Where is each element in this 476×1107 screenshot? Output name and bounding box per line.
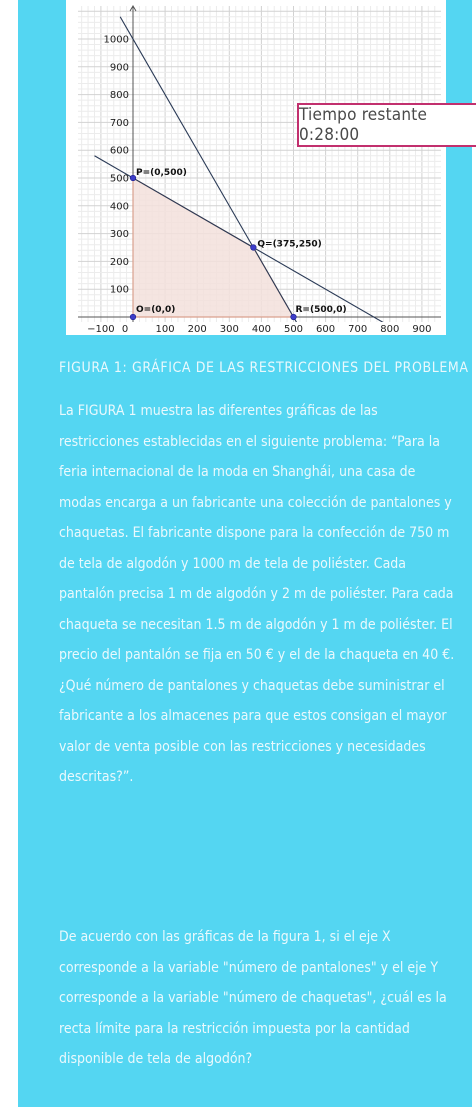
y-tick-label: 400 bbox=[109, 201, 129, 213]
x-tick-label: −100 bbox=[87, 324, 115, 335]
x-tick-label: 700 bbox=[348, 324, 368, 335]
figure-caption: FIGURA 1: GRÁFICA DE LAS RESTRICCIONES DEL PROBLEMA bbox=[59, 360, 469, 376]
x-tick-label: 500 bbox=[283, 324, 304, 335]
x-tick-label: 300 bbox=[219, 324, 239, 335]
y-tick-label: 900 bbox=[109, 62, 129, 74]
point-marker bbox=[130, 314, 136, 320]
y-tick-label: 800 bbox=[109, 90, 129, 102]
y-tick-label: 700 bbox=[109, 117, 129, 129]
problem-statement: La FIGURA 1 muestra las diferentes gráficas de las restricciones establecidas en el siguiente problema: “Para la feria internacional de la moda en Shanghái, una casa de modas encarga a un fabricante una colección de pantalones y chaquetas. El fabricante dispone para la confección de 750 m de tela de algodón y 1000 m de tela de poliéster. Cada pantalón precisa 1 m de algodón y 2 m de poliéster. Para cada chaqueta se necesitan 1.5 m de algodón y 1 m de poliéster. El precio del pantalón se fija en 50 € y el de la chaqueta en 40 €. ¿Qué número de pantalones y chaquetas debe suministrar el fabricante a los almacenes para que estos consigan el mayor valor de venta posible con las restricciones y necesidades descritas?”. bbox=[59, 403, 455, 785]
y-tick-label: 500 bbox=[109, 173, 129, 185]
point-label: P=(0,500) bbox=[136, 168, 187, 178]
x-tick-label: 900 bbox=[412, 324, 432, 335]
x-tick-label: 200 bbox=[187, 324, 207, 335]
question-text: De acuerdo con las gráficas de la figura 1, si el eje X corresponde a la variable "número de pantalones" y el eje Y corresponde a la variable "número de chaquetas", ¿cuál es la recta límite para la restricción impuesta por la cantidad disponible de tela de algodón? bbox=[59, 929, 447, 1067]
point-label: O=(0,0) bbox=[136, 305, 176, 315]
x-tick-label: 100 bbox=[155, 324, 175, 335]
x-tick-label: 0 bbox=[121, 324, 129, 335]
point-marker bbox=[291, 314, 297, 320]
time-remaining-display bbox=[297, 103, 476, 147]
x-tick-label: 600 bbox=[316, 324, 336, 335]
point-marker bbox=[251, 245, 257, 251]
y-tick-label: 600 bbox=[109, 145, 129, 157]
y-tick-label: 1000 bbox=[103, 34, 129, 46]
question-card bbox=[18, 0, 472, 1107]
y-tick-label: 300 bbox=[109, 229, 129, 241]
y-tick-label: 200 bbox=[109, 256, 129, 268]
point-marker bbox=[130, 175, 136, 181]
point-label: Q=(375,250) bbox=[257, 239, 322, 250]
time-remaining-text: Tiempo restante 0:28:00 bbox=[299, 105, 428, 145]
x-tick-label: 800 bbox=[380, 324, 400, 335]
chart-svg bbox=[66, 0, 446, 335]
constraints-chart bbox=[66, 0, 446, 335]
x-tick-label: 400 bbox=[251, 324, 271, 335]
y-tick-label: 100 bbox=[109, 284, 129, 296]
point-label: R=(500,0) bbox=[295, 305, 347, 315]
